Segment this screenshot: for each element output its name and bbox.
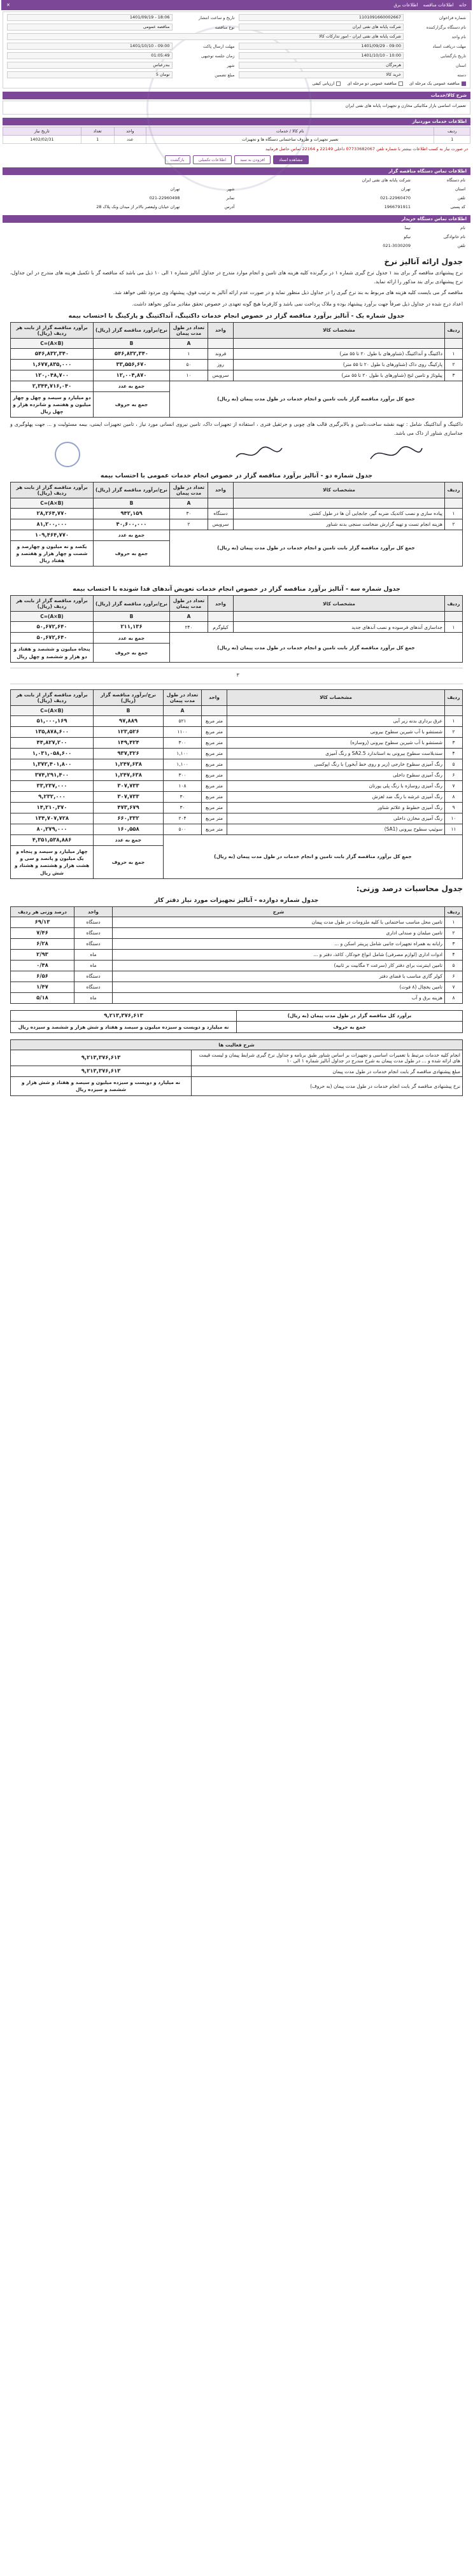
column-code: A [170, 498, 208, 508]
column-code: B [94, 612, 170, 622]
sum-label: جمع به عدد [94, 381, 170, 391]
col-header: مشخصات کالا [234, 596, 445, 612]
cell: ۱۰ [170, 370, 208, 381]
col-header: ردیف [445, 596, 463, 612]
cell: تعمیر تجهیزات و ظروف ساختمانی دستگاه ها و تجهیزات [146, 136, 434, 144]
field-label: شماره فراخوان [439, 15, 466, 20]
unit-name-field: شرکت پایانه های نفتی ایران - امور تدارکات کالا [7, 33, 404, 40]
cell: ۹۴۲,۱۵۹ [94, 508, 170, 519]
cell: ۴۰,۶۰۰,۰۰۰ [94, 519, 170, 530]
col-header: ردیف [445, 322, 463, 338]
subject-text: تعمیرات اساسی بازار مکانیکی مخازن و تجهیزات پایانه های نفتی ایران [3, 101, 470, 115]
bid-deadline-field: 1401/10/10 - 09:00 [7, 43, 173, 50]
back-button[interactable]: بازگشت [165, 155, 190, 164]
table-row: ۷ تامین یخچال (۸ فوت) دستگاه ۱/۴۷ [11, 982, 463, 992]
table-row: ۱۰ رنگ آمیزی مخازن داخلی متر مربع ۲۰۴ ۶۶۰,۳۳۲ ۱۳۴,۷۰۷,۷۲۸ [11, 813, 463, 824]
signature-icon [234, 444, 285, 463]
table-row: ۸ رنگ آمیزی عرشه با رنگ ضد لغزش متر مربع ۳۰ ۳۰۷,۷۳۳ ۹,۲۳۲,۰۰۰ [11, 791, 463, 802]
cell: پیلوتاژ و تامین لنج (شناورهای با طول ۲۰ تا ۵۵ متر) [234, 370, 445, 381]
contact-info [1, 175, 472, 212]
table-3-title: جدول شماره سه - آنالیز برآورد مناقصه گزار در خصوص انجام خدمات تعویض آندهای فدا شونده با احتساب بیمه [73, 586, 400, 593]
table-row: ۴ ادوات اداری (لوازم مصرفی) شامل انواع خودکار، کاغذ، دفتر و ... ماه ۲/۹۳ [11, 949, 463, 960]
info-label: شهر [227, 187, 235, 192]
doc-deadline-field: 1401/09/29 - 09:00 [239, 43, 404, 50]
col-header: درصد وزنی هر ردیف [11, 906, 74, 917]
info-label: آدرس [224, 204, 235, 209]
column-code: B [94, 705, 164, 715]
table-row [11, 519, 463, 530]
cell: ۸۱,۲۰۰,۰۰۰ [11, 519, 94, 530]
column-code: B [94, 338, 170, 348]
cell: ۲۴۰ [170, 622, 208, 633]
col-header: تعداد در طول مدت پیمان [170, 322, 208, 338]
breadcrumb-item[interactable]: خانه [458, 3, 467, 8]
items-title: اطلاعات خدمات موردنیاز [3, 118, 470, 125]
cell: داکتینگ و آنداکتینگ (شناورهای با طول ۲۰ تا ۵۵ متر) [234, 348, 445, 359]
col-header: ردیف [434, 127, 470, 136]
sum-words: پنجاه میلیون و ششصد و هفتاد و دو هزار و ششصد و چهل ریال [11, 644, 94, 663]
more-info-button[interactable]: اطلاعات تکمیلی [193, 155, 232, 164]
table-4 [10, 689, 463, 879]
tender-type-field: مناقصه عمومی [7, 24, 173, 31]
cell: ۲۸,۲۶۴,۷۷۰ [11, 508, 94, 519]
info-label: تلفن [457, 243, 465, 248]
table-12-title: جدول شماره دوازده - آنالیز تجهیزات مورد نیاز دفتر کار [154, 896, 319, 904]
signatures [10, 440, 463, 468]
checkbox-icon [399, 81, 403, 86]
col-header: تعداد در طول مدت پیمان [170, 596, 208, 612]
column-code: A [170, 338, 208, 348]
checkbox-quality[interactable]: ارزیابی کیفی [313, 81, 341, 86]
col-header: مشخصات کالا [234, 482, 445, 498]
weighted-percent-title: جدول محاسبات درصد وزنی: [356, 883, 463, 893]
page [0, 0, 473, 1093]
signature-icon [367, 443, 425, 465]
field-label: نام واحد [451, 34, 466, 39]
table-1-title: جدول شماره یک - آنالیز برآورد مناقصه گزار در خصوص انجام خدمات داکتینگ، آنداکتینگ و پارکینگ با احتساب بیمه [68, 312, 405, 320]
subject-title: شرح کالا/خدمات [3, 92, 470, 99]
col-header: واحد [114, 127, 146, 136]
words-label: جمع به حروف [237, 1021, 463, 1032]
sum-words: دو میلیارد و سیصد و چهل و چهار میلیون و هفتصد و شانزده هزار و چهل ریال [11, 391, 94, 418]
field-label: نوع مناقصه [215, 24, 235, 30]
add-to-cart-button[interactable]: افزودن به سبد [234, 155, 271, 164]
table-12 [10, 906, 463, 1004]
col-header: مشخصات کالا [227, 689, 445, 705]
table-row: ۲ شستشو با آب شیرین سطوح بیرونی متر مربع ۱۱۰۰ ۱۲۳,۵۲۶ ۱۳۵,۸۷۸,۶۰۰ [11, 726, 463, 737]
table-row: ۱۱ سوئیپ سطوح بیرونی (SA1) متر مربع ۵۰۰ ۱۶۰,۵۵۸ ۸۰,۲۷۹,۰۰۰ [11, 824, 463, 834]
cell: ۱ [445, 622, 463, 633]
grand-total-table [10, 1010, 463, 1033]
items-table-wrap [3, 127, 470, 144]
table-row [11, 508, 463, 519]
cell: ۳۳,۵۵۶,۶۷۰ [94, 359, 170, 370]
page-number: ۳ [236, 672, 239, 678]
contact-note: در صورت نیاز به کسب اطلاعات بیشتر با شماره تلفن 07733682067 داخلی 22149 و 22164 تماس حاصل فرمایید [265, 146, 468, 151]
phone-value: 021-22960470 [380, 195, 411, 201]
city-field: بندرعباس [7, 62, 173, 69]
address-value: تهران خیابان ولیعصر بالاتر از میدان ونک پلاک 28 [96, 204, 180, 209]
postal-code-value: 1966791911 [384, 204, 411, 209]
tender-options [7, 81, 466, 86]
words-label: جمع به حروف [94, 391, 170, 418]
sum-words: چهار میلیارد و سیصد و پنجاه و یک میلیون و پانصد و سی و هشت هزار و هشتصد و هشتاد و شش ریال [11, 845, 94, 878]
info-label: استان [455, 187, 465, 192]
col-header: نرخ/برآورد مناقصه گزار (ریال) [94, 689, 164, 705]
table-row: انجام کلیه خدمات مرتبط با تعمیرات اساسی و تجهیزات بر اساس شناور طبق برنامه و جداول نرخ گیری شرایط پیمان و لیست قیمت های ارائه شده و ... در طول مدت پیمان به شرح مندرج در جداول آنالیز شماره ۱ الی ۱۰ ۹,۲۱۳,۳۷۶,۶۱۳ [11, 1050, 463, 1066]
field-label: تاریخ بازگشایی [440, 53, 466, 59]
table-row: نرخ پیشنهادی مناقصه گر بابت انجام خدمات در طول مدت پیمان (به حروف) نه میلیارد و دویست و سیزده میلیون و سیصد و هفتاد و شش هزار و ششصد و سیزده ریال [11, 1077, 463, 1096]
table-row: مبلغ پیشنهادی مناقصه گر بابت انجام خدمات در طول مدت پیمان ۹,۲۱۳,۳۷۶,۶۱۳ [11, 1066, 463, 1077]
table-row [11, 359, 463, 370]
grand-total-label: جمع کل برآورد مناقصه گزار بابت تامین و انجام خدمات در طول مدت پیمان (به ریال) [170, 381, 463, 418]
col-header: تاریخ نیاز [3, 127, 81, 136]
buyer-first-name: نیما [404, 225, 411, 230]
cell: ۱ [170, 348, 208, 359]
stamp-icon [55, 442, 80, 467]
sum-words: یکصد و نه میلیون و چهارصد و شصت و چهار هزار و هفتصد و هفتاد ریال [11, 540, 94, 567]
col-header: تعداد [81, 127, 114, 136]
opening-date-field: 1401/10/10 - 10:00 [239, 52, 404, 59]
cell: ۱ [445, 348, 463, 359]
checkbox-checked-icon [462, 81, 466, 86]
cell: جداسازی آندهای فرسوده و نصب آندهای جدید [234, 622, 445, 633]
action-buttons [1, 155, 472, 164]
org-name-value: شرکت پایانه های نفتی ایران [362, 178, 411, 183]
column-code: C=(A×B) [11, 338, 94, 348]
column-code: B [94, 498, 170, 508]
tender-number-field: 1101091660002667 [239, 14, 404, 21]
cell: 1 [81, 136, 114, 144]
cell: ۲ [170, 519, 208, 530]
breadcrumb-item[interactable]: اطلاعات مناقصه [423, 3, 454, 8]
fax-value: 021-22960498 [149, 195, 180, 201]
buyer-phone: 021-3030209 [383, 243, 411, 248]
cell: ۱,۶۷۷,۸۳۵,۰۰۰ [11, 359, 94, 370]
city-value: تهران [170, 187, 180, 192]
tender-form [0, 0, 473, 1093]
col-header: واحد [208, 482, 234, 498]
intro-paragraph: اعداد درج شده در جداول ذیل صرفاً جهت برآورد پیشنهاد بوده و ملاک پرداخت نمی باشد و کارفرما هیچ گونه تعهدی در خصوص تحقق مقادیر مذکور نخواهد داشت. [132, 300, 463, 307]
table-row: ۴ سندبلاست سطوح بیرونی به استاندارد SA2.5 و رنگ آمیزی متر مربع ۱,۱۰۰ ۹۳۷,۳۲۶ ۱,۰۳۱,۰۵۸,۶۰۰ [11, 748, 463, 759]
grand-total-value: ۹,۲۱۳,۳۷۶,۶۱۳ [11, 1010, 237, 1021]
column-code: C=(A×B) [11, 705, 94, 715]
province-value: تهران [401, 187, 411, 192]
field-label: استان [456, 62, 466, 68]
table-2 [10, 482, 463, 567]
checkbox-icon [336, 81, 341, 86]
col-header: نرخ/برآورد مناقصه گزار (ریال) [94, 596, 170, 612]
col-header: نرخ/برآورد مناقصه گزار (ریال) [94, 322, 170, 338]
buyer-title: اطلاعات تماس دستگاه خریدار [3, 215, 470, 223]
category-field: خرید کالا [239, 71, 404, 78]
column-code: A [164, 705, 202, 715]
cell: ۱۲۰,۰۴۸,۷۰۰ [11, 370, 94, 381]
field-label: شهر [227, 62, 235, 68]
breadcrumb-item[interactable]: اطلاعات برق [393, 3, 418, 8]
table-1 [10, 322, 463, 418]
buyer-last-name: نیکو [404, 234, 411, 239]
buyer-info [1, 223, 472, 251]
table-row: ۷ رنگ آمیزی روسازه با رنگ پلی یورتان متر مربع ۱۰۸ ۳۰۷,۷۳۳ ۳۳,۲۳۷,۰۰۰ [11, 780, 463, 791]
table-row: ۶ کولر گازی مناسب با فضای دفتر دستگاه ۶/۵۶ [11, 971, 463, 982]
info-label: نام [460, 225, 465, 230]
cell: ۲ [445, 359, 463, 370]
cell: ۵۴۶,۸۳۲,۳۴۰ [11, 348, 94, 359]
grand-total-label: برآورد کل مناقصه گزار در طول مدت پیمان (به ریال) [237, 1010, 463, 1021]
table-row: ۳ شستشو با آب شیرین سطوح بیرونی (روسازه) متر مربع ۳۰۰ ۱۴۹,۴۲۴ ۴۴,۸۲۷,۲۰۰ [11, 737, 463, 748]
cell: ۵۴۶,۸۳۲,۳۴۰ [94, 348, 170, 359]
grand-total-label: جمع کل برآورد مناقصه گزار بابت تامین و انجام خدمات در طول مدت پیمان (به ریال) [164, 834, 463, 878]
cell: دستگاه [208, 508, 234, 519]
field-label: مهلت دریافت اسناد [432, 43, 466, 49]
col-header: ردیف [445, 906, 463, 917]
cell: پارکینگ روی داک (شناورهای با طول ۲۰ تا ۵۵ متر) [234, 359, 445, 370]
cell: ۱ [445, 508, 463, 519]
col-header: نرخ/برآورد مناقصه گزار (ریال) [94, 482, 170, 498]
col-header: تعداد در طول مدت پیمان [164, 689, 202, 705]
top-bar [1, 0, 472, 10]
cell: هزینه انجام تست و تهیه گزارش ضخامت سنجی بدنه شناور [234, 519, 445, 530]
table-2-title: جدول شماره دو - آنالیز برآورد مناقصه گزار در خصوص انجام خدمات عمومی با احتساب بیمه [100, 472, 373, 479]
sum-value: ۴,۳۵۱,۵۳۸,۸۸۶ [11, 834, 94, 845]
col-header: برآورد مناقصه گزار از بابت هر ردیف (ریال) [11, 322, 94, 338]
info-label: نام خانوادگی [443, 234, 465, 239]
info-label: تلفن [457, 195, 465, 201]
field-label: دسته [457, 72, 466, 78]
cell: کیلوگرم [208, 622, 234, 633]
grand-total-label: جمع کل برآورد مناقصه گزار بابت تامین و انجام خدمات در طول مدت پیمان (به ریال) [170, 530, 463, 567]
column-code: C=(A×B) [11, 612, 94, 622]
cell: 1402/02/31 [3, 136, 81, 144]
col-header: تعداد در طول مدت پیمان [170, 482, 208, 498]
sum-value: ۲,۳۴۴,۷۱۶,۰۴۰ [11, 381, 94, 391]
briefing-time-field: 01:05:49 [7, 52, 173, 59]
col-header: واحد [208, 322, 234, 338]
words-label: جمع به حروف [94, 845, 164, 878]
cell: 1 [434, 136, 470, 144]
table-row [11, 370, 463, 381]
col-header: ردیف [445, 482, 463, 498]
cell: ۳ [445, 370, 463, 381]
table-row: ۱ تامین محل مناسب ساختمانی با کلیه ملزومات در طول مدت پیمان دستگاه ۶۹/۱۳ [11, 917, 463, 927]
col-header: ردیف [445, 689, 463, 705]
view-documents-button[interactable]: مشاهده اسناد [273, 155, 308, 164]
cell: سرویس [208, 519, 234, 530]
col-header: واحد [202, 689, 227, 705]
col-header: برآورد مناقصه گزار از بابت هر ردیف (ریال) [11, 596, 94, 612]
info-label: نام دستگاه [446, 178, 465, 183]
cell: فروند [208, 348, 234, 359]
table-row: ۵ رنگ آمیزی سطوح خارجی (زیر و روی خط آبخور) با رنگ اپوکسی متر مربع ۱,۱۰۰ ۱,۲۴۷,۶۳۸ ۱,۳۷۲,۴۰۱,۸۰۰ [11, 759, 463, 770]
contact-title: اطلاعات تماس دستگاه مناقصه گزار [3, 167, 470, 175]
column-code: A [170, 612, 208, 622]
table-row [11, 348, 463, 359]
table-row: ۹ رنگ آمیزی خطوط و علائم شناور متر مربع ۳۰ ۴۷۳,۶۷۹ ۱۴,۲۱۰,۳۷۰ [11, 802, 463, 813]
table-row: ۸ هزینه برق و آب ماه ۵/۱۸ [11, 992, 463, 1003]
table-row: ۱ عرق برداری بدنه زیر آبی متر مربع ۵۲۱ ۹۷,۸۸۹ ۵۱,۰۰۰,۱۶۹ [11, 715, 463, 726]
organizer-field: شرکت پایانه های نفتی ایران [239, 24, 404, 31]
items-table [3, 127, 470, 144]
publish-date-field: 1401/09/19 - 18:06 [7, 14, 173, 21]
cell: ۲ [445, 519, 463, 530]
sum-value: ۱۰۹,۴۶۴,۷۷۰ [11, 530, 94, 540]
intro-paragraph: مناقصه گر می بایست کلیه هزینه های مربوط به بند نرخ گیری را در جداول ذیل منظور نماید و در صورت عدم ارائه آنالیز به ترتیب فوق، پیشنهاد وی مردود تلقی خواهد شد. [113, 290, 463, 296]
cell: ۳۰ [170, 508, 208, 519]
table-3 [10, 595, 463, 663]
table-row: ۳ رایانه به همراه تجهیزات جانبی شامل پرینتر اسکن و ... دستگاه ۶/۲۸ [11, 938, 463, 949]
sum-value: ۵۰,۶۷۲,۶۴۰ [11, 633, 94, 644]
field-label: مبلغ تضمین [215, 72, 235, 78]
table-row: ۲ تامین مبلمان و صندلی اداری دستگاه ۷/۴۶ [11, 927, 463, 938]
col-header: شرح فعالیت ها [11, 1040, 463, 1050]
close-icon[interactable]: ✕ [6, 3, 10, 8]
sum-label: جمع به عدد [94, 834, 164, 845]
tender-info-panel [3, 11, 470, 88]
cell: ۵۰,۶۷۲,۶۴۰ [11, 622, 94, 633]
field-label: زمان جلسه توجیهی [201, 53, 235, 59]
table-row: ۶ رنگ آمیزی سطوح داخلی متر مربع ۳۰۰ ۱,۲۴۷,۶۳۸ ۳۷۴,۲۹۱,۴۰۰ [11, 770, 463, 780]
sum-label: جمع به عدد [94, 530, 170, 540]
province-field: هرمزگان [239, 62, 404, 69]
col-header: برآورد مناقصه گزار از بابت هر ردیف (ریال) [11, 482, 94, 498]
intro-paragraph: نرخ پیشنهادی مناقصه گر برای بند ۱ جدول نرخ گیری شماره ۱ در برگیرنده کلیه هزینه های تامین و انجام موارد مندرج در جداول آنالیز شماره ۱ الی ۱۰ ذیل می باشد که مناقصه گر با تکمیل هزینه های مندرج در این جداول، نرخ پیشنهادی برای بند مذکور را ارائه نماید. [10, 270, 463, 285]
col-header: واحد [208, 596, 234, 612]
cell: پیاده سازی و نصب کاتدیک ضربه گیر، جابجایی آن ها در طول کشتی [234, 508, 445, 519]
table-row [11, 622, 463, 633]
col-header: نام کالا / خدمات [146, 127, 434, 136]
col-header: واحد [74, 906, 113, 917]
col-header: برآورد مناقصه گزار از بابت هر ردیف (ریال) [11, 689, 94, 705]
column-code: C=(A×B) [11, 498, 94, 508]
field-label: مهلت ارسال پاکت [202, 43, 235, 49]
summary-table [10, 1039, 463, 1096]
words-label: جمع به حروف [94, 644, 170, 663]
document-title: جدول ارائه آنالیز نرخ [384, 257, 463, 266]
cell: ۱۲,۰۰۴,۸۷۰ [94, 370, 170, 381]
col-header: مشخصات کالا [234, 322, 445, 338]
words-label: جمع به حروف [94, 540, 170, 567]
cell: سرویس [208, 370, 234, 381]
info-label: نمابر [226, 195, 235, 201]
field-label: نام دستگاه برگزارکننده [426, 24, 466, 30]
breadcrumb [390, 3, 467, 8]
table-row: ۵ تامین اینترنت برای دفتر کار (سرعت ۲ مگابیت بر ثانیه) ماه ۰/۴۸ [11, 960, 463, 971]
grand-total-words: نه میلیارد و دویست و سیزده میلیون و سیصد و هفتاد و شش هزار و ششصد و سیزده ریال [11, 1021, 237, 1032]
page-break [10, 668, 463, 684]
checkbox-two-stage[interactable]: مناقصه عمومی دو مرحله ای [347, 81, 402, 86]
field-label: تاریخ و ساعت انتشار [199, 15, 235, 20]
info-label: کد پستی [450, 204, 465, 209]
rate-analysis-document [1, 257, 472, 1096]
cell: روز [208, 359, 234, 370]
cell: ۲۱۱,۱۳۶ [94, 622, 170, 633]
sum-label: جمع به عدد [94, 633, 170, 644]
col-header: شرح [113, 906, 445, 917]
table-1-note: داکتینگ و آنداکتینگ شامل : تهیه نقشه ساخت،تامین و بالابرگیری قالب های چوبی و جرثقیل فنری ، استفاده از تجهیزات داک، تامین نیروی انسانی مورد نیاز ، تامین تجهیزات ایمنی، بیمه مسئولیت و ... جهت پهلوگیری و جداسازی شناور از داک می باشد. [10, 421, 463, 436]
grand-total-label: جمع کل برآورد مناقصه گزار بابت تامین و انجام خدمات در طول مدت پیمان (به ریال) [170, 633, 463, 663]
table-row[interactable] [3, 136, 470, 144]
cell: عدد [114, 136, 146, 144]
cell: ۵۰ [170, 359, 208, 370]
guarantee-field: تومان 5 [7, 71, 173, 78]
checkbox-one-stage[interactable]: مناقصه عمومی یک مرحله ای [409, 81, 466, 86]
